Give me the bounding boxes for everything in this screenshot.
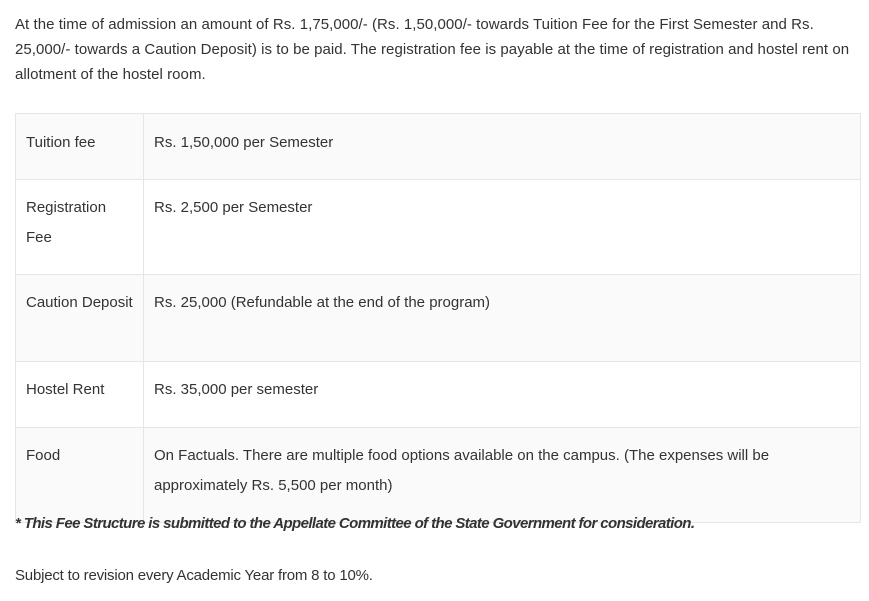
fee-value: On Factuals. There are multiple food options available on the campus. (The expenses will be approximately Rs. 5,500 per month) <box>144 428 861 523</box>
admission-intro-paragraph: At the time of admission an amount of Rs. 1,75,000/- (Rs. 1,50,000/- towards Tuition Fee for the First Semester and Rs. 25,000/- towards a Caution Deposit) is to be paid. The registration fee is payable at the time of registration and hostel rent on allotment of the hostel room. <box>15 16 850 83</box>
fee-label: Registration Fee <box>16 180 144 275</box>
table-row-registration-fee <box>16 180 861 275</box>
fee-label: Hostel Rent <box>16 362 144 428</box>
fee-label: Food <box>16 428 144 523</box>
fee-table <box>15 113 861 523</box>
fee-value: Rs. 25,000 (Refundable at the end of the program) <box>144 275 861 362</box>
fee-label: Caution Deposit <box>16 275 144 362</box>
table-row-hostel-rent <box>16 362 861 428</box>
fee-value: Rs. 2,500 per Semester <box>144 180 861 275</box>
fee-value: Rs. 35,000 per semester <box>144 362 861 428</box>
table-row-caution-deposit <box>16 275 861 362</box>
table-row-food <box>16 428 861 523</box>
fee-label: Tuition fee <box>16 114 144 180</box>
revision-note: Subject to revision every Academic Year from 8 to 10%. <box>15 567 373 584</box>
fee-value: Rs. 1,50,000 per Semester <box>144 114 861 180</box>
table-row-tuition-fee <box>16 114 861 180</box>
appellate-committee-note: * This Fee Structure is submitted to the Appellate Committee of the State Government for consideration. <box>15 515 695 532</box>
